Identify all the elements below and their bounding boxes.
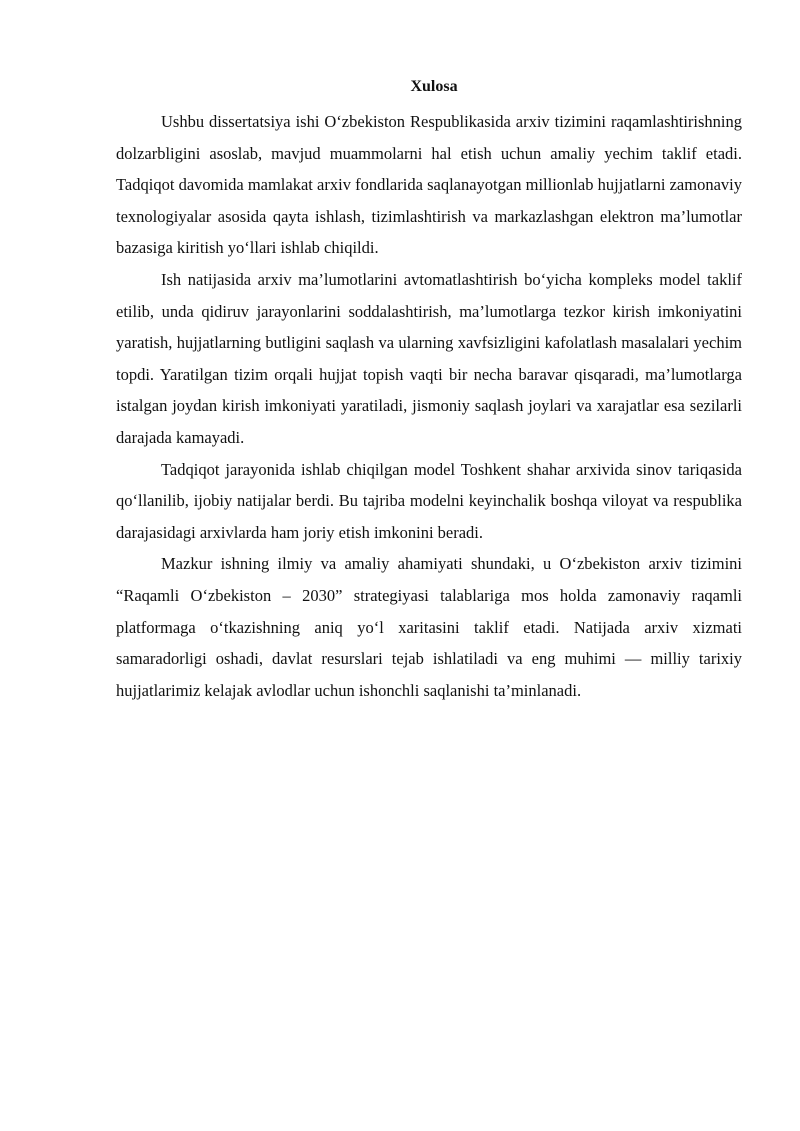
paragraph-2: Ish natijasida arxiv ma’lumotlarini avtomatlashtirish bo‘yicha kompleks model taklif etilib, unda qidiruv jarayonlarini soddalashtirish, ma’lumotlarga tezkor kirish imkoniyatini yaratish, hujjatlarning butligini saqlash va ularning xavfsizligini kafolatlash masalalari yechim topdi. Yaratilgan tizim orqali hujjat topish vaqti bir necha baravar qisqaradi, ma’lumotlarga istalgan joydan kirish imkoniyati yaratiladi, jismoniy saqlash joylari va xarajatlar esa sezilarli darajada kamayadi. [116, 269, 742, 447]
paragraph-1: Ushbu dissertatsiya ishi O‘zbekiston Respublikasida arxiv tizimini raqamlashtirishning dolzarbligini asoslab, mavjud muammolarni hal etish uchun amaliy yechim taklif etadi. Tadqiqot davomida mamlakat arxiv fondlarida saqlanayotgan millionlab hujjatlarni zamonaviy texnologiyalar asosida qayta ishlash, tizimlashtirish va markazlashgan elektron ma’lumotlar bazasiga kiritish yo‘llari ishlab chiqildi. [116, 112, 742, 258]
section-title: Xulosa [410, 78, 458, 95]
paragraph-4: Mazkur ishning ilmiy va amaliy ahamiyati shundaki, u O‘zbekiston arxiv tizimini “Raqamli O‘zbekiston – 2030” strategiyasi talablariga mos holda zamonaviy raqamli platformaga o‘tkazishning aniq yo‘l xaritasini taklif etadi. Natijada arxiv xizmati samaradorligi oshadi, davlat resurslari tejab ishlatiladi va eng muhimi — milliy tarixiy hujjatlarimiz kelajak avlodlar uchun ishonchli saqlanishi ta’minlanadi. [116, 554, 742, 700]
paragraph-3: Tadqiqot jarayonida ishlab chiqilgan model Toshkent shahar arxivida sinov tariqasida qo‘llanilib, ijobiy natijalar berdi. Bu tajriba modelni keyinchalik boshqa viloyat va respublika darajasidagi arxivlarda ham joriy etish imkonini beradi. [116, 459, 742, 542]
